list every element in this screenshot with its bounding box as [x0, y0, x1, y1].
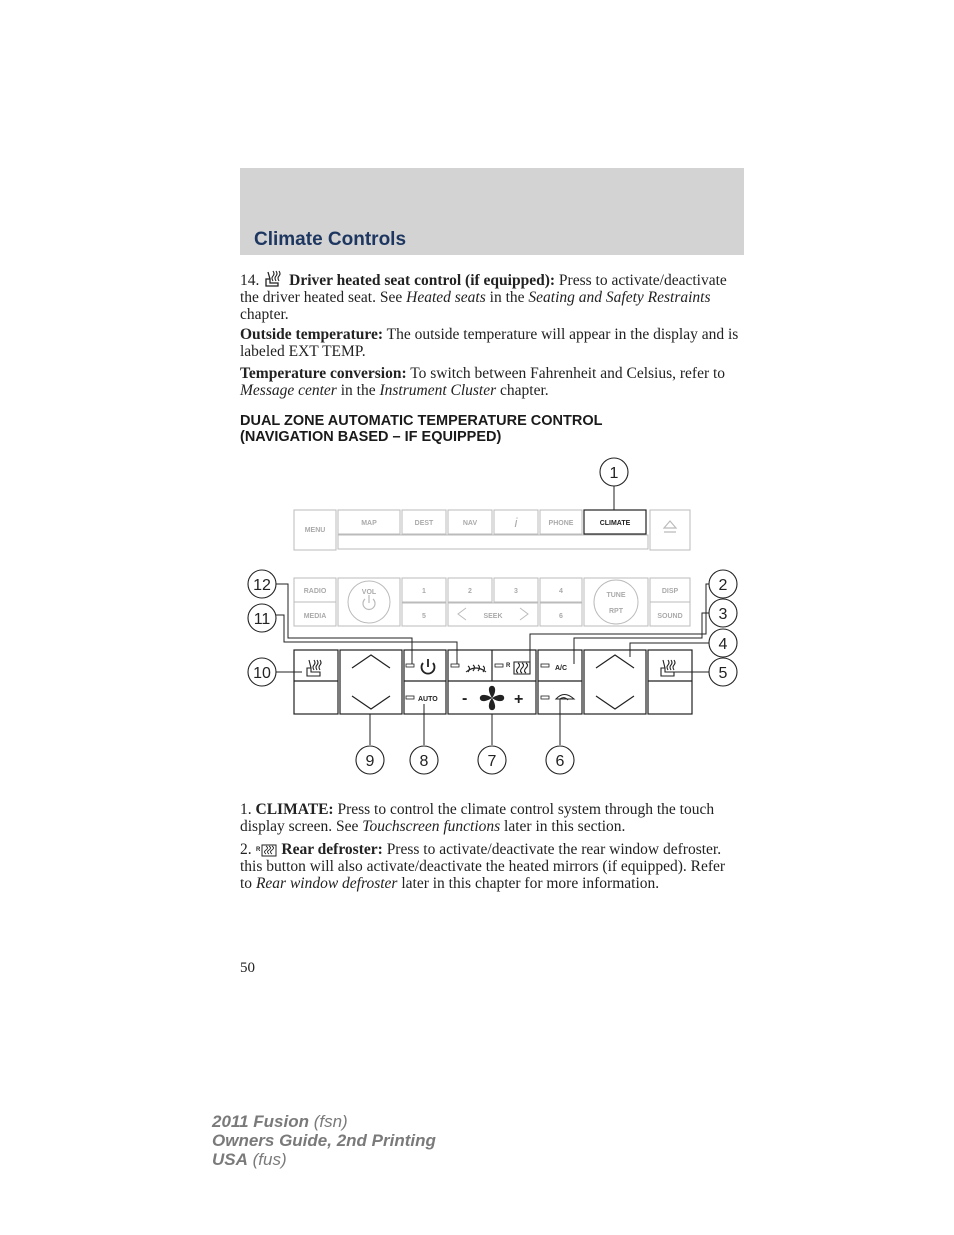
seek-label: SEEK — [483, 613, 503, 620]
eject-button — [650, 510, 690, 550]
preset-3-label: 3 — [514, 588, 518, 595]
phone-label: PHONE — [548, 520, 574, 527]
heated-seat-icon — [661, 660, 675, 676]
power-icon-light — [363, 595, 375, 609]
callout-3: 3 — [718, 606, 728, 623]
indicator-led — [541, 664, 549, 667]
cross-reference: Message center — [240, 382, 337, 399]
callout-7: 7 — [487, 753, 497, 770]
callout-4: 4 — [718, 636, 728, 653]
info-label: i — [514, 515, 518, 530]
tune-knob — [594, 580, 638, 624]
paragraph-temperature-conversion: Temperature conversion: To switch between Fahrenheit and Celsius, refer to Message center in the Instrument Cluster chapter. — [240, 365, 726, 399]
item-title: CLIMATE: — [255, 801, 334, 818]
callout-6: 6 — [555, 753, 565, 770]
preset-6-label: 6 — [559, 613, 563, 620]
footer: 2011 Fusion (fsn) Owners Guide, 2nd Printing USA (fus) — [212, 1112, 436, 1169]
climate-control-diagram — [240, 452, 740, 782]
rear-label: R — [506, 663, 511, 669]
fan-decrease-label: - — [462, 690, 468, 707]
indicator-led — [406, 664, 414, 667]
cross-reference: Rear window defroster — [255, 875, 398, 892]
sound-label: SOUND — [657, 613, 683, 620]
heated-seat-icon — [307, 660, 321, 676]
preset-1-label: 1 — [422, 588, 426, 595]
paragraph-outside-temperature: Outside temperature: The outside temperature will appear in the display and is labeled EXT TEMP. — [240, 326, 739, 360]
callout-5: 5 — [718, 665, 728, 682]
climate-label: CLIMATE — [599, 520, 631, 527]
indicator-led — [541, 696, 549, 699]
driver-temp-button — [340, 650, 402, 714]
paragraph-14: 14. Driver heated seat control (if equipped): Press to activate/deactivate the driver heated seat. See Heated seats in the Seating and Safety Restraints chapter. — [240, 272, 727, 323]
recirculation-icon — [556, 695, 574, 701]
preset-5-label: 5 — [422, 613, 426, 620]
paragraph-title: Temperature conversion: — [240, 365, 407, 382]
cross-reference: Seating and Safety Restraints — [528, 289, 711, 306]
cross-reference: Instrument Cluster — [379, 382, 497, 399]
dest-label: DEST — [414, 520, 434, 527]
menu-label: MENU — [304, 527, 326, 534]
rear-defrost-icon — [514, 662, 530, 674]
heated-seat-icon — [263, 270, 285, 288]
power-icon — [422, 659, 435, 674]
callout-11: 11 — [253, 611, 271, 628]
fan-icon — [480, 686, 504, 710]
map-label: MAP — [361, 520, 377, 527]
fan-increase-label: + — [514, 691, 524, 708]
power-auto-panel — [404, 650, 446, 714]
disp-label: DISP — [661, 588, 679, 595]
indicator-led — [406, 696, 414, 699]
passenger-temp-button — [584, 650, 646, 714]
rpt-label: RPT — [609, 608, 623, 615]
callout-10: 10 — [253, 665, 271, 682]
paragraph-title: Driver heated seat control (if equipped): — [289, 272, 556, 289]
callout-12: 12 — [253, 577, 271, 594]
paragraph-title: Outside temperature: — [240, 326, 384, 343]
ac-label: A/C — [555, 665, 568, 672]
rear-label: R — [255, 847, 260, 853]
cross-reference: Touchscreen functions — [362, 818, 501, 835]
page-number: 50 — [240, 960, 255, 976]
page-title: Climate Controls — [254, 229, 407, 250]
callout-8: 8 — [419, 753, 429, 770]
callout-1: 1 — [609, 465, 619, 482]
nav-label: NAV — [462, 520, 478, 527]
passenger-temp-arrows-icon — [596, 655, 634, 709]
display-slot — [338, 535, 648, 549]
rear-defrost-icon — [256, 843, 278, 857]
header-band — [240, 168, 744, 255]
callout-9: 9 — [365, 753, 375, 770]
preset-2-label: 2 — [468, 588, 472, 595]
front-defrost-icon — [466, 665, 486, 672]
item-number: 1. — [240, 801, 252, 818]
item-number: 14. — [240, 272, 260, 289]
callout-2: 2 — [718, 577, 728, 594]
driver-temp-arrows-icon — [352, 655, 390, 709]
cross-reference: Heated seats — [406, 289, 486, 306]
driver-heated-seat-button — [294, 650, 338, 714]
tune-label: TUNE — [606, 592, 626, 599]
section-heading: DUAL ZONE AUTOMATIC TEMPERATURE CONTROL (NAVIGATION BASED – IF EQUIPPED) — [240, 413, 603, 445]
auto-label: AUTO — [418, 696, 438, 703]
item-2: 2. R Rear defroster: Press to activate/deactivate the rear window defroster. this button will also activate/deactivate the heated mirrors (if equipped). Refer to Rear window defroster later in this chapter for more information. — [240, 841, 726, 892]
item-title: Rear defroster: — [281, 841, 383, 858]
eject-icon — [664, 521, 676, 532]
preset-4-label: 4 — [559, 588, 563, 595]
item-1: 1. CLIMATE: Press to control the climate control system through the touch display screen. See Touchscreen functions later in this section. — [240, 801, 715, 835]
indicator-led — [451, 664, 459, 667]
radio-label: RADIO — [303, 588, 327, 595]
indicator-led — [495, 664, 503, 667]
item-number: 2. — [240, 841, 252, 858]
media-label: MEDIA — [303, 613, 327, 620]
vol-label: VOL — [361, 589, 377, 596]
passenger-heated-seat-button — [648, 650, 692, 714]
